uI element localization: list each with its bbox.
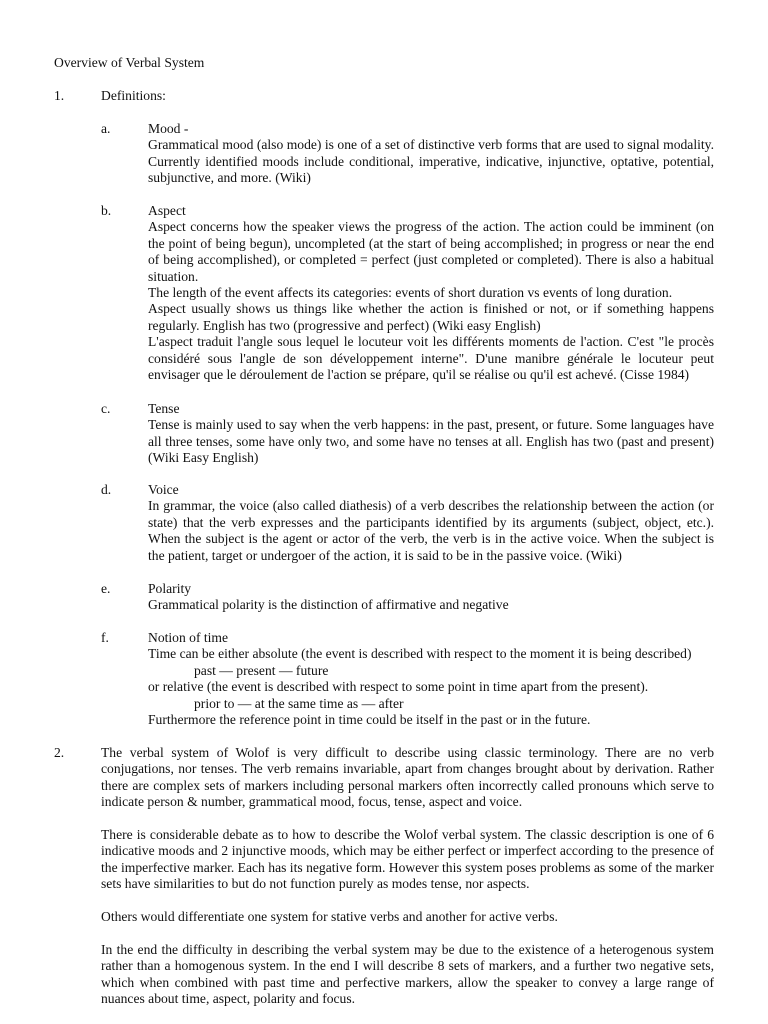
item-f-timeline-relative: prior to — at the same time as — after: [194, 695, 404, 711]
section-2-paragraph-2: There is considerable debate as to how to describe the Wolof verbal system. The classic description is one of 6 indicative moods and 2 injunctive moods, which may be either perfect or imperfect according to the presence of the imperfective marker. Each has its negative form. However this system poses problems as some of the marker sets have similarities to but do not function purely as modes tense, nor aspects.: [101, 827, 714, 892]
item-f-heading: Notion of time: [148, 630, 229, 645]
item-d-heading: Voice: [148, 482, 179, 497]
item-e-heading: Polarity: [148, 581, 192, 596]
item-f-line-1: Time can be either absolute (the event is described with respect to the moment it is being described): [148, 646, 692, 662]
document-title: Overview of Verbal System: [54, 55, 205, 70]
section-2-paragraph-4: In the end the difficulty in describing the verbal system may be due to the existence of a heterogenous system rather than a homogenous system. In the end I will describe 8 sets of markers, and a further two negative sets, which when combined with past time and perfective markers, allow the speaker to convey a large range of nuances about time, aspect, polarity and focus.: [101, 942, 714, 1007]
item-b-block: [148, 203, 714, 383]
item-e-block: [148, 581, 714, 614]
item-f-line-3: or relative (the event is described with respect to some point in time apart from the present).: [148, 679, 649, 695]
item-e-label: e.: [101, 581, 111, 596]
item-b-paragraph-3: Aspect usually shows us things like whether the action is finished or not, or if something happens regularly. English has two (progressive and perfect) (Wiki easy English): [148, 301, 714, 333]
section-2-paragraph-3: Others would differentiate one system for stative verbs and another for active verbs.: [101, 909, 558, 924]
section-2-paragraph-1: The verbal system of Wolof is very difficult to describe using classic terminology. There are no verb conjugations, nor tenses. The verb remains invariable, apart from changes brought about by derivation. Rather there are complex sets of markers including personal markers often incorrectly called pronouns which serve to indicate person & number, grammatical mood, focus, tense, aspect and voice.: [101, 745, 714, 810]
item-f-block: [148, 630, 714, 728]
item-c-block: [148, 401, 714, 467]
item-f-timeline-absolute: past — present — future: [194, 662, 329, 678]
item-d-block: [148, 482, 714, 564]
item-c-text: Tense is mainly used to say when the verb happens: in the past, present, or future. Some languages have all three tenses, some have only two, and some have no tenses at all. English has two (past and present) (Wiki Easy English): [148, 417, 714, 466]
section-1-heading: Definitions:: [101, 88, 166, 103]
item-a-heading: Mood -: [148, 121, 189, 136]
item-b-heading: Aspect: [148, 203, 186, 218]
item-b-label: b.: [101, 203, 112, 218]
item-c-label: c.: [101, 401, 111, 416]
item-c-heading: Tense: [148, 401, 180, 416]
item-d-label: d.: [101, 482, 112, 497]
section-1-number: 1.: [54, 88, 65, 103]
item-b-paragraph-4: L'aspect traduit l'angle sous lequel le locuteur voit les différents moments de l'action. C'est "le procès considéré sous l'angle de son développement interne". D'une manibre générale le locuteur peut envisager que le déroulement de l'action se prépare, qu'il se réalise ou qu'il est achevé. (Cisse 1984): [148, 334, 714, 383]
item-d-text: In grammar, the voice (also called diathesis) of a verb describes the relationship between the action (or state) that the verb expresses and the participants identified by its arguments (subject, object, etc.). When the subject is the agent or actor of the verb, the verb is in the active voice. When the subject is the patient, target or undergoer of the action, it is said to be in the passive voice. (Wiki): [148, 498, 714, 563]
item-f-label: f.: [101, 630, 109, 645]
item-b-paragraph-1: Aspect concerns how the speaker views the progress of the action. The action could be imminent (on the point of being begun), uncompleted (at the start of being accomplished; in progress or near the end of being accomplished), or completed = perfect (just completed or completed). There is also a habitual situation.: [148, 219, 714, 284]
section-2-number: 2.: [54, 745, 65, 760]
item-a-block: [148, 121, 714, 187]
item-f-line-5: Furthermore the reference point in time could be itself in the past or in the future.: [148, 712, 591, 728]
item-a-label: a.: [101, 121, 111, 136]
item-b-paragraph-2: The length of the event affects its categories: events of short duration vs events of long duration.: [148, 285, 673, 301]
item-a-text: Grammatical mood (also mode) is one of a set of distinctive verb forms that are used to signal modality. Currently identified moods include conditional, imperative, indicative, injunctive, optative, potential, subjunctive, and more. (Wiki): [148, 137, 714, 186]
item-e-text: Grammatical polarity is the distinction of affirmative and negative: [148, 597, 509, 613]
